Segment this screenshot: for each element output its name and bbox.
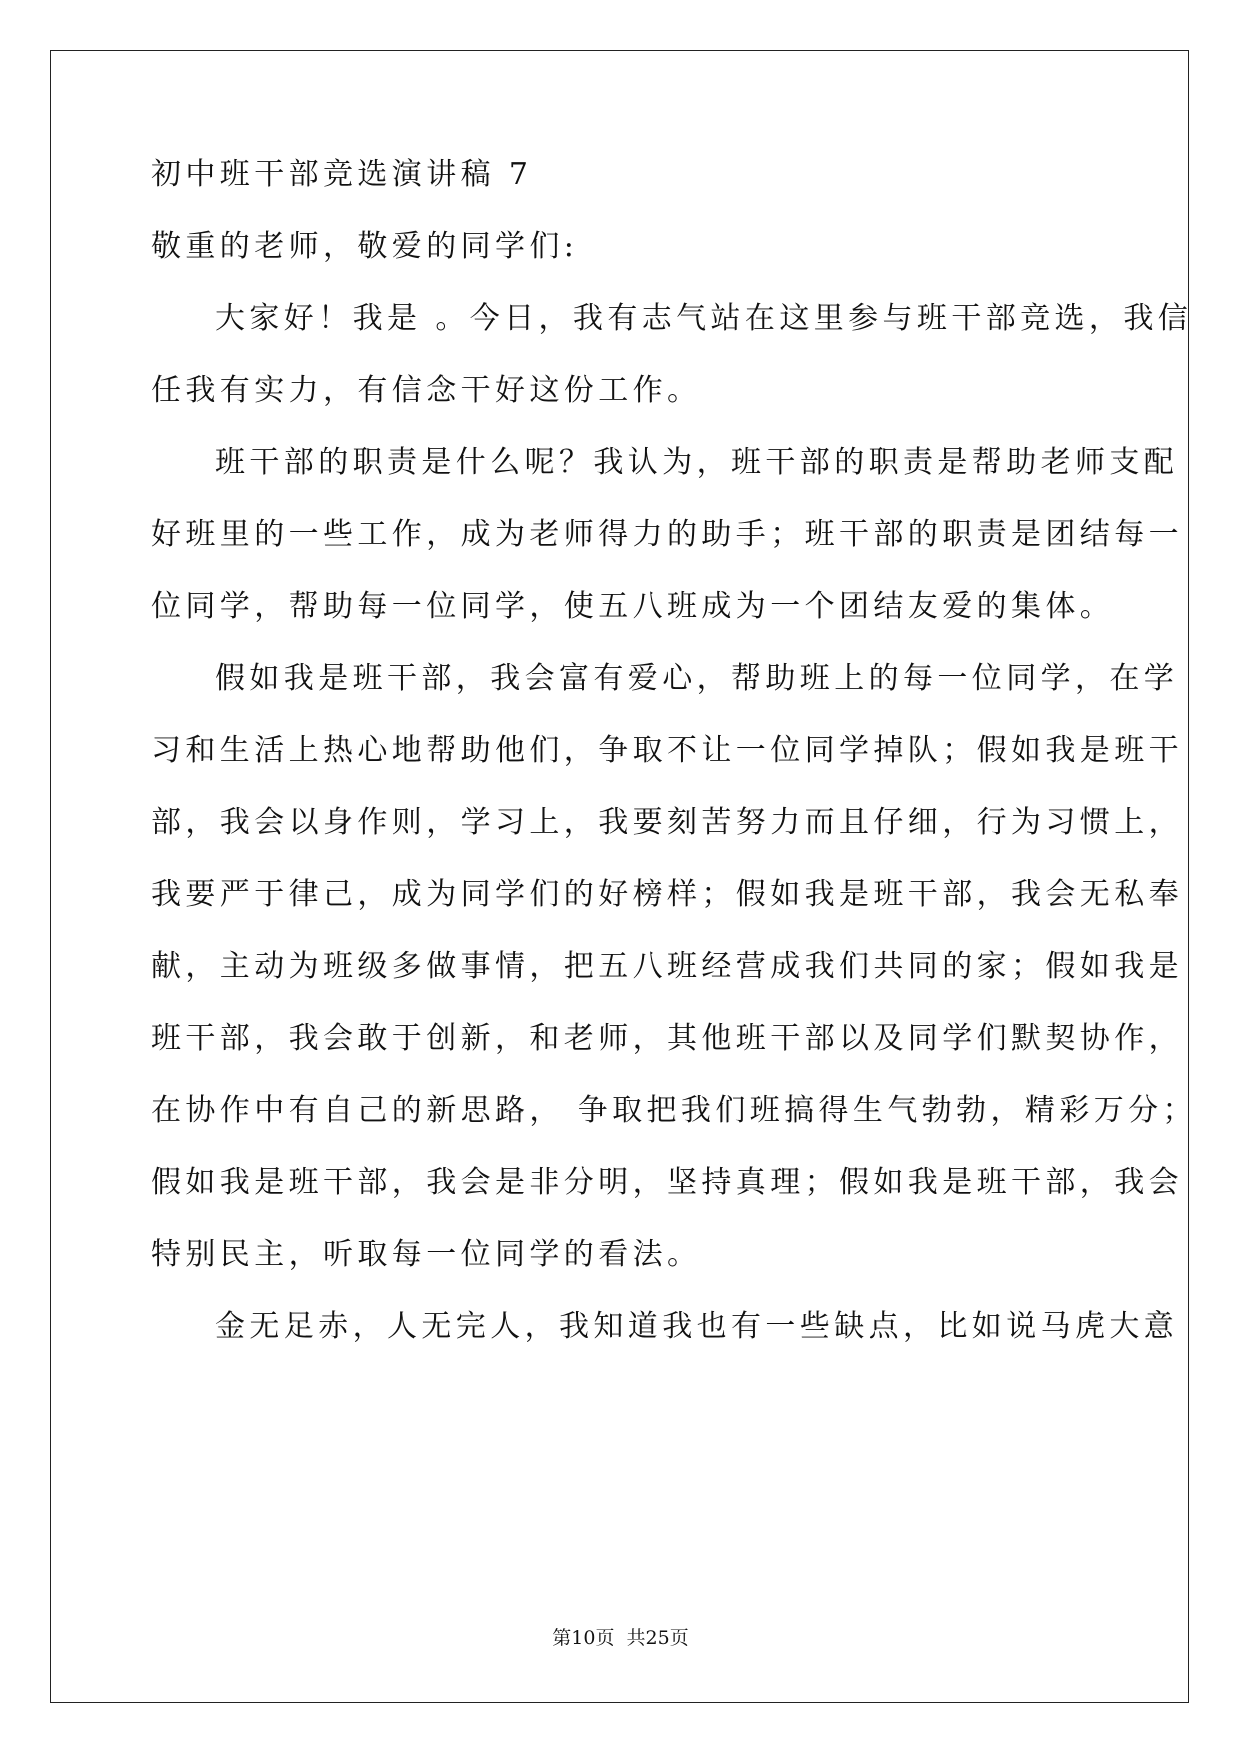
document-title: 初中班干部竞选演讲稿 7 (151, 157, 533, 192)
paragraph-3-line-2: 习和生活上热心地帮助他们，争取不让一位同学掉队；假如我是班干 (151, 733, 1183, 768)
paragraph-4-line-1: 金无足赤，人无完人，我知道我也有一些缺点，比如说马虎大意 (215, 1309, 1179, 1344)
paragraph-3-line-6: 班干部，我会敢于创新，和老师，其他班干部以及同学们默契协作， (151, 1021, 1183, 1056)
paragraph-1-line-2: 任我有实力，有信念干好这份工作。 (151, 373, 702, 408)
paragraph-3-line-7: 在协作中有自己的新思路， 争取把我们班搞得生气勃勃，精彩万分； (151, 1093, 1197, 1128)
paragraph-3-line-1: 假如我是班干部，我会富有爱心，帮助班上的每一位同学，在学 (215, 661, 1179, 696)
paragraph-3-line-5: 献，主动为班级多做事情，把五八班经营成我们共同的家；假如我是 (151, 949, 1183, 984)
paragraph-3-line-9: 特别民主，听取每一位同学的看法。 (151, 1237, 702, 1272)
paragraph-3-line-8: 假如我是班干部，我会是非分明，坚持真理；假如我是班干部，我会 (151, 1165, 1183, 1200)
paragraph-3-line-4: 我要严于律己，成为同学们的好榜样；假如我是班干部，我会无私奉 (151, 877, 1183, 912)
paragraph-3-line-3: 部，我会以身作则，学习上，我要刻苦努力而且仔细，行为习惯上， (151, 805, 1183, 840)
paragraph-2-line-1: 班干部的职责是什么呢？我认为，班干部的职责是帮助老师支配 (215, 445, 1179, 480)
paragraph-2-line-2: 好班里的一些工作，成为老师得力的助手；班干部的职责是团结每一 (151, 517, 1183, 552)
page-number-footer: 第10页 共25页 (552, 1627, 689, 1649)
greeting-line: 敬重的老师，敬爱的同学们: (151, 229, 579, 264)
paragraph-1-line-1: 大家好！我是 。今日，我有志气站在这里参与班干部竞选，我信 (215, 301, 1193, 336)
paragraph-2-line-3: 位同学，帮助每一位同学，使五八班成为一个团结友爱的集体。 (151, 589, 1115, 624)
